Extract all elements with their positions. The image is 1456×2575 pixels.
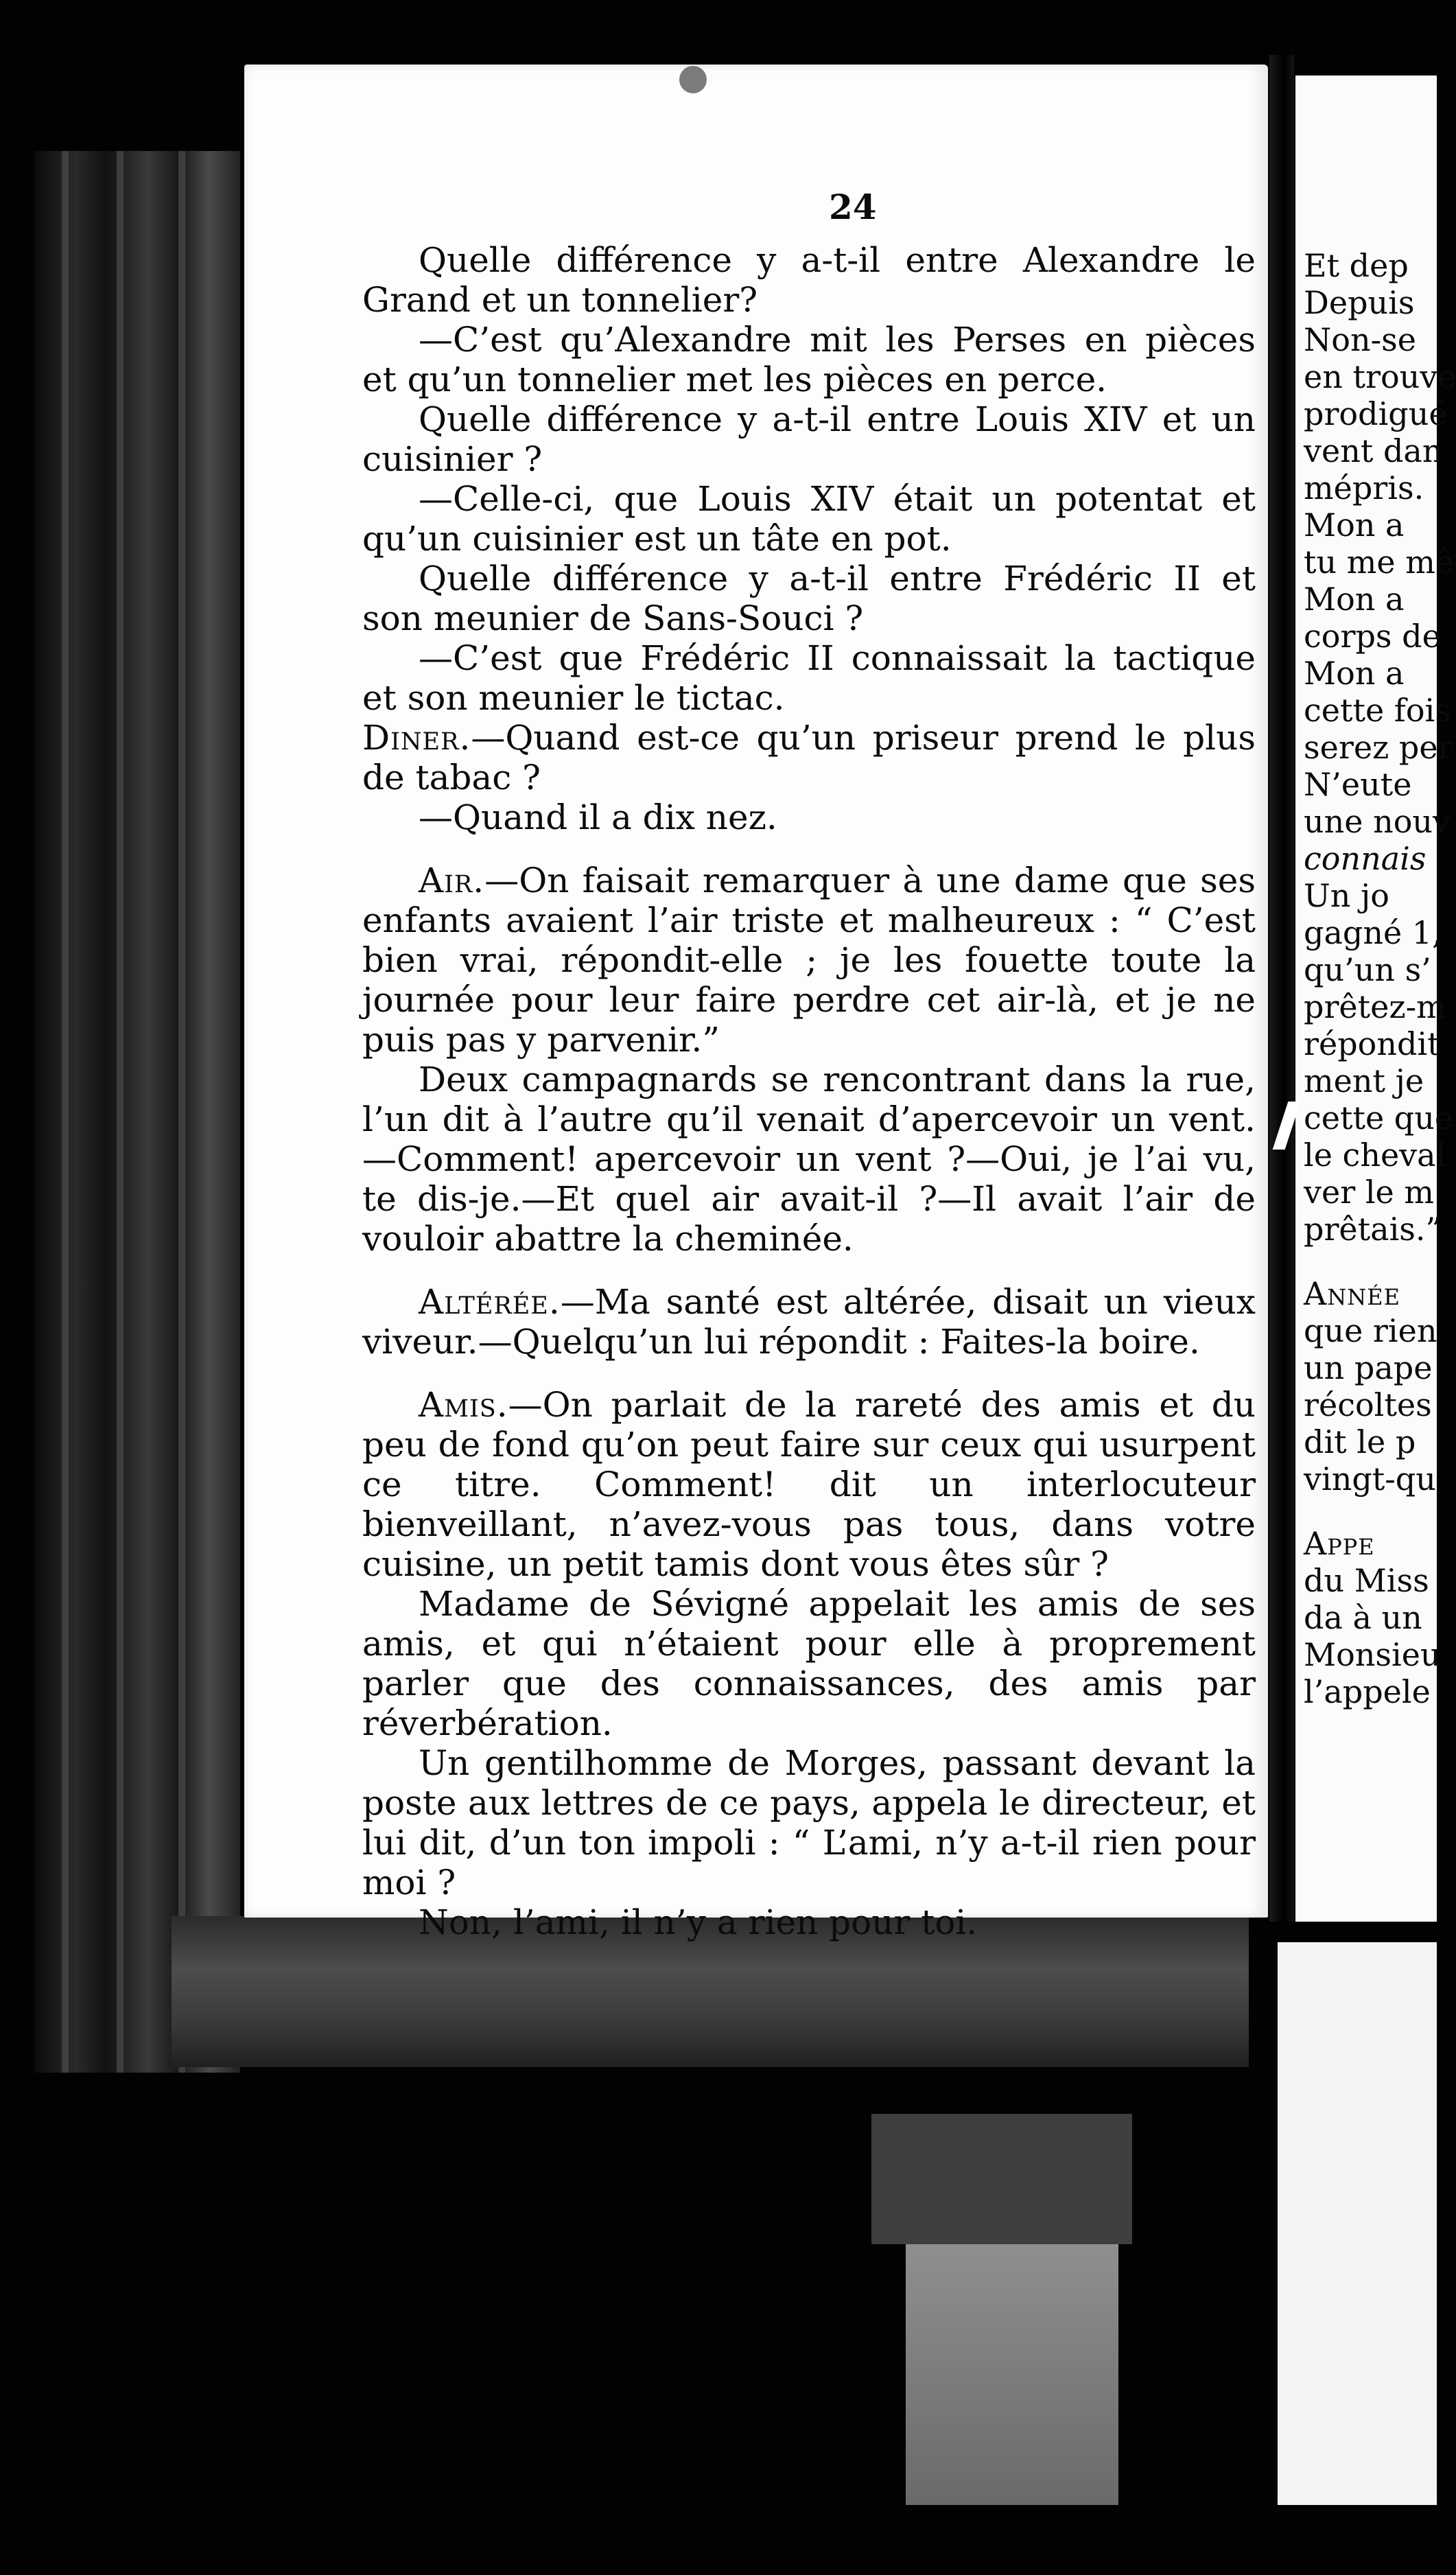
right-line: corps de (1304, 618, 1441, 655)
right-line: répondit (1304, 1025, 1440, 1062)
book-spine (34, 151, 240, 2073)
left-page-text (362, 240, 1256, 1942)
entry-heading: Diner. (362, 718, 471, 758)
page-tear-mark (679, 66, 707, 93)
book-bottom-block (871, 2114, 1132, 2244)
right-line: cette fois (1304, 692, 1451, 729)
right-line: en trouve (1304, 358, 1456, 395)
right-line: prêtais.” (1304, 1211, 1442, 1248)
entry-paragraph (362, 861, 1256, 1060)
entry-text: —Quand est-ce qu’un priseur prend le plus de tabac ? (362, 718, 1256, 797)
right-line: Un jo (1304, 877, 1389, 914)
right-line: prêtez-m (1304, 988, 1446, 1025)
entry-text: —On faisait remarquer à une dame que ses enfants avaient l’air triste et malheureux : “ C’est bien vrai, répondit-elle ; je les fouette toute la journée pour leur faire perdre cet air-là, et je ne puis pas y parvenir.” (362, 861, 1256, 1060)
right-line: ver le m (1304, 1174, 1434, 1211)
right-line: Monsieu (1304, 1636, 1441, 1673)
right-line: cette que (1304, 1099, 1454, 1137)
paragraph: —C’est que Frédéric II connaissait la tactique et son meunier le tictac. (362, 638, 1256, 718)
right-line: tu me mê (1304, 544, 1455, 581)
paragraph: Madame de Sévigné appelait les amis de ses amis, et qui n’étaient pour elle à proprement parler que des connaissances, des amis par réverbération. (362, 1584, 1256, 1743)
entry-paragraph (362, 1385, 1256, 1584)
right-line: connais (1304, 840, 1426, 877)
entry-heading: Altérée. (419, 1282, 561, 1322)
right-line: du Miss (1304, 1562, 1429, 1599)
right-page-text (1304, 247, 1456, 1710)
paragraph: Quelle différence y a-t-il entre Frédéric II et son meunier de Sans-Souci ? (362, 559, 1256, 638)
entry-paragraph (362, 1282, 1256, 1362)
right-line: Année (1304, 1275, 1400, 1312)
right-line: Mon a (1304, 655, 1405, 692)
right-line: ment je (1304, 1062, 1424, 1099)
right-line: Appe (1304, 1525, 1375, 1562)
paragraph: Non, l’ami, il n’y a rien pour toi. (419, 1902, 978, 1942)
right-line: prodigué (1304, 395, 1448, 432)
entry-text: —On parlait de la rareté des amis et du peu de fond qu’on peut faire sur ceux qui usurpent ce titre. Comment! dit un interlocuteur bienveillant, n’avez-vous pas tous, dans votre cuisine, un petit tamis dont vous êtes sûr ? (362, 1385, 1256, 1584)
page-number: 24 (829, 187, 877, 227)
paragraph: —C’est qu’Alexandre mit les Perses en pièces et qu’un tonnelier met les pièces en perce. (362, 320, 1256, 399)
entry-heading: Amis. (419, 1385, 508, 1425)
right-line: que rien (1304, 1312, 1437, 1349)
right-line: vingt-qu (1304, 1460, 1436, 1498)
right-line: da à un (1304, 1599, 1422, 1636)
right-line: N’eute (1304, 766, 1412, 803)
right-line: serez per (1304, 729, 1453, 766)
right-line: qu’un s’ (1304, 951, 1431, 988)
paragraph: Quelle différence y a-t-il entre Alexandre le Grand et un tonnelier? (362, 240, 1256, 320)
paragraph: Deux campagnards se rencontrant dans la rue, l’un dit à l’autre qu’il venait d’apercevoir un vent.—Comment! apercevoir un vent ?—Oui, je l’ai vu, te dis-je.—Et quel air avait-il ?—Il avait l’air de vouloir abattre la cheminée. (362, 1060, 1256, 1259)
right-line: le cheval (1304, 1137, 1446, 1174)
right-line: mépris. (1304, 469, 1424, 506)
paragraph: Un gentilhomme de Morges, passant devant la poste aux lettres de ce pays, appela le directeur, et lui dit, d’un ton impoli : “ L’ami, n’y a-t-il rien pour moi ? (362, 1743, 1256, 1902)
right-line: dit le p (1304, 1423, 1416, 1460)
entry-paragraph (362, 718, 1256, 797)
right-line: gagné 1, (1304, 914, 1442, 951)
right-line: Mon a (1304, 581, 1405, 618)
right-line: une nouv (1304, 803, 1451, 840)
paragraph: Quelle différence y a-t-il entre Louis XIV et un cuisinier ? (362, 399, 1256, 479)
entry-text: —Ma santé est altérée, disait un vieux viveur.—Quelqu’un lui répondit : Faites-la boire. (362, 1282, 1256, 1362)
paragraph: —Celle-ci, que Louis XIV était un potentat et qu’un cuisinier est un tâte en pot. (362, 479, 1256, 559)
paragraph: —Quand il a dix nez. (419, 797, 777, 837)
right-line: Depuis (1304, 284, 1415, 321)
right-line: vent dan (1304, 432, 1443, 469)
book-gutter (1269, 55, 1294, 1922)
entry-heading: Air. (419, 861, 485, 900)
right-line: récoltes (1304, 1386, 1432, 1423)
right-page-lower (1278, 1942, 1437, 2505)
book-label-tag (906, 2244, 1118, 2505)
right-line: Non-se (1304, 321, 1416, 358)
right-line: Mon a (1304, 506, 1405, 544)
right-line: un pape (1304, 1349, 1433, 1386)
right-line: l’appele (1304, 1673, 1431, 1710)
right-line: Et dep (1304, 247, 1409, 284)
